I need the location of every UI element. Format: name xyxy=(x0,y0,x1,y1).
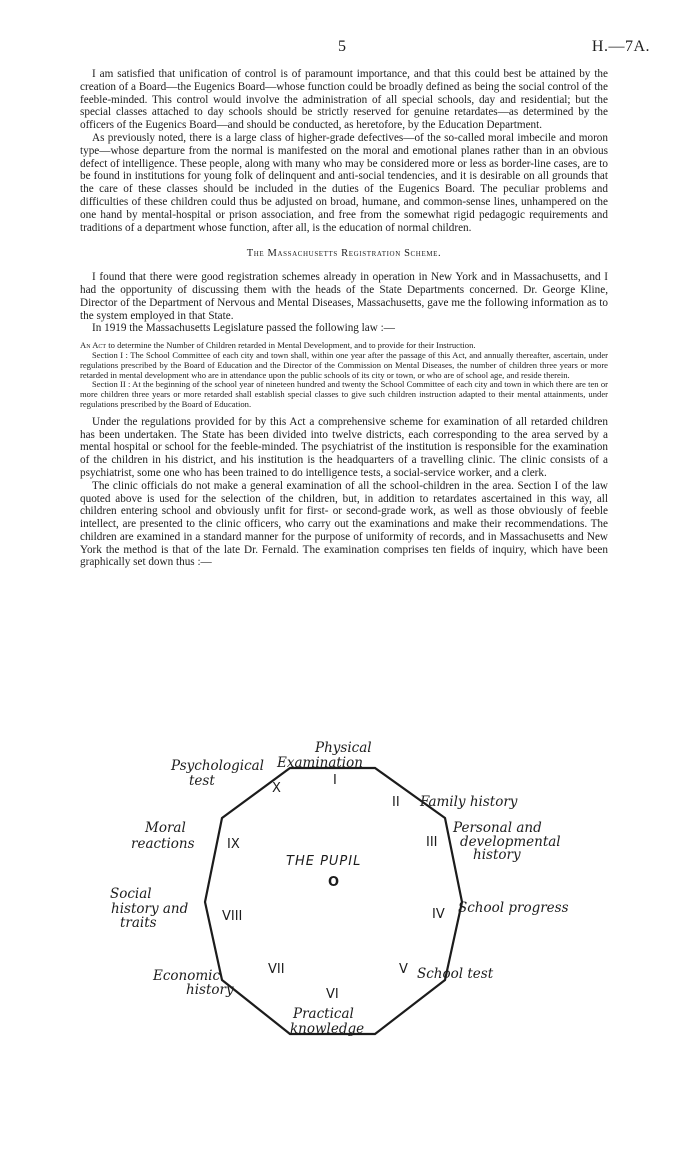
center-mark: O xyxy=(328,875,340,890)
act-title-prefix: An Act xyxy=(80,340,107,351)
paragraph: I am satisfied that unification of control is of paramount importance, and that this could best be attained by the creation of a Board—the Eugenics Board—whose function could be broadly defined as being the social control of the feeble-minded. This control would involve the administration of all special schools, day and residential; but the special classes attached to day schools should be strictly reserved for genuine retardates—as determined by the officers of the Eugenics Board—and should be conducted, as heretofore, by the Education Department. xyxy=(80,68,608,132)
label-personal-3: history xyxy=(473,847,521,863)
label-economic-2: history xyxy=(186,982,234,998)
paragraph: In 1919 the Massachusetts Legislature passed the following law :— xyxy=(92,322,395,335)
label-practical-2: knowledge xyxy=(290,1021,365,1037)
label-psych-2: test xyxy=(189,773,215,789)
examination-diagram xyxy=(0,740,700,1050)
numeral-1: I xyxy=(333,773,337,788)
numeral-3: III xyxy=(426,835,438,850)
label-social-2: history and xyxy=(111,901,189,917)
numeral-9: IX xyxy=(227,837,240,852)
label-economic-1: Economic xyxy=(153,968,221,984)
act-section-2: Section II : At the beginning of the school year of nineteen hundred and twenty the School Committee of each city and town in which there are ten or more children three years or more retarded shall establish special classes to give such children instruction adapted to their mental attainments, under regulations prescribed by the Board of Education. xyxy=(80,379,608,409)
act-title-rest: to determine the Number of Children retarded in Mental Development, and to provide for their Instruction. xyxy=(106,340,476,351)
page-number: 5 xyxy=(338,38,346,55)
section-heading: The Massachusetts Registration Scheme. xyxy=(246,248,442,260)
numeral-8: VIII xyxy=(222,909,243,924)
label-social-1: Social xyxy=(110,886,152,902)
paragraph: I found that there were good registration schemes already in operation in New York and in Massachusetts, and I had the opportunity of discussing them with the heads of the State Departments concerned. Dr. George Kline, Director of the Department of Nervous and Mental Diseases, Massachusetts, gave me the following information as to the system employed in that State. xyxy=(80,271,608,322)
label-physical-1: Physical xyxy=(315,740,372,756)
document-reference: H.—7A. xyxy=(591,38,650,55)
numeral-2: II xyxy=(392,795,400,810)
numeral-10: X xyxy=(272,781,281,796)
label-family-history: Family history xyxy=(420,794,518,810)
label-practical-1: Practical xyxy=(293,1006,354,1022)
label-personal-2: developmental xyxy=(460,834,561,850)
paragraph: Under the regulations provided for by this Act a comprehensive scheme for examination of all retarded children has been undertaken. The State has been divided into twelve districts, each corresponding to the area served by a mental hospital or school for the feeble-minded. The psychiatrist of the institution is responsible for the examination of the children in his district, and his institution is the headquarters of a travelling clinic. The clinic consists of a psychiatrist, some one who has been trained to do intelligence tests, a social-service worker, and a clerk. xyxy=(80,415,608,479)
center-label: THE PUPIL xyxy=(286,854,362,869)
act-section-1: Section I : The School Committee of each city and town shall, within one year after the passage of this Act, and annually thereafter, ascertain, under regulations prescribed by the Board of Education and the Director of the Commission on Mental Diseases, the number of children three years or more retarded in mental development who are in attendance upon the public schools of its city or town, or who are of school age, and reside therein. xyxy=(80,349,608,380)
paragraph: The clinic officials do not make a general examination of all the school-children in the area. Section I of the law quoted above is used for the selection of the children, but, in addition to retardates ascertained in this way, all children entering school and obviously unfit for first- or second-grade work, as well as those obviously of feeble intellect, are presented to the clinic officers, who carry out the examinations and make their recommendations. The children are examined in a standard manner for the purpose of uniformity of records, and in Massachusetts and New York the method is that of the late Dr. Fernald. The examination comprises ten fields of inquiry, which have been graphically set down thus :— xyxy=(80,479,608,569)
label-moral-2: reactions xyxy=(131,836,195,852)
body-text xyxy=(80,68,608,569)
label-personal-1: Personal and xyxy=(453,820,542,836)
paragraph: As previously noted, there is a large class of higher-grade defectives—of the so-called moral imbecile and moron type—whose departure from the normal is manifested on the moral and emotional planes rather than in an obvious defect of intelligence. These people, along with many who may be considered more or less as border-line cases, are to be found in institutions for young folk of delinquent and anti-social tendencies, and it is desirable on all grounds that the care of these classes should be included in the duties of the Eugenics Board. The peculiar problems and difficulties of these children could thus be adjusted on broad, humane, and common-sense lines, unhampered on the one hand by mental-hospital or prison association, and free from the somewhat rigid pedagogic requirements and traditions of a department whose function, after all, is the education of normal children. xyxy=(80,131,608,234)
numeral-6: VI xyxy=(326,987,339,1002)
label-school-progress: School progress xyxy=(458,900,569,916)
page-header xyxy=(0,38,700,58)
label-moral-1: Moral xyxy=(145,820,186,836)
label-school-test: School test xyxy=(417,966,494,982)
numeral-4: IV xyxy=(432,907,445,922)
act-quotation xyxy=(80,341,608,410)
label-social-3: traits xyxy=(120,915,157,931)
label-physical-2: Examination xyxy=(277,755,363,771)
numeral-7: VII xyxy=(268,962,285,977)
label-psych-1: Psychological xyxy=(171,758,264,774)
numeral-5: V xyxy=(399,962,408,977)
